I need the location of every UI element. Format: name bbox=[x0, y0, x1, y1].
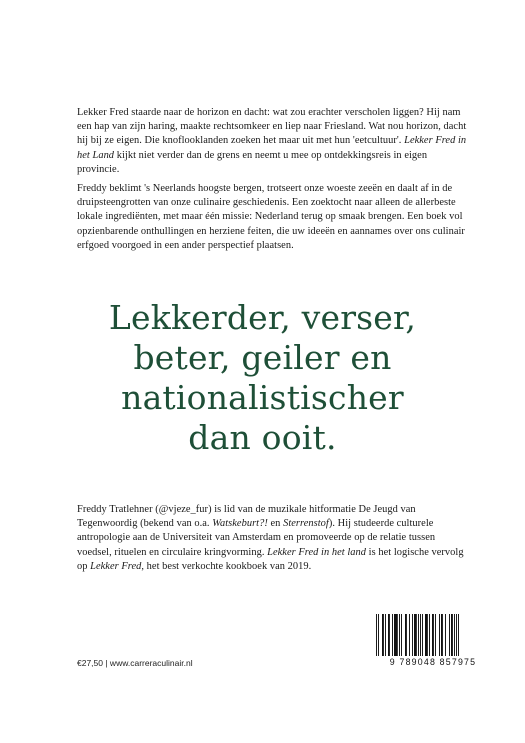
barcode-bar bbox=[388, 614, 390, 656]
barcode-bar bbox=[418, 614, 419, 656]
intro-text: Lekker Fred staarde naar de horizon en dacht: wat zou erachter verscholen liggen? Hij nam een hap van zijn haring, maakte rechtsomkeer en liep naar Friesland. Wat nou horizon, dacht hij bij ze eigen. Die knoflooklanden zoeken het maar uit met hun 'eetcultuur'. bbox=[77, 107, 467, 147]
barcode-bar bbox=[432, 614, 434, 656]
barcode-bar bbox=[456, 614, 457, 656]
barcode-bar bbox=[376, 614, 377, 656]
bio-italic: Lekker Fred bbox=[90, 560, 142, 572]
barcode-bar bbox=[435, 614, 436, 656]
pull-quote bbox=[70, 298, 455, 458]
barcode-bar bbox=[409, 614, 410, 656]
barcode-bar bbox=[420, 614, 421, 656]
bio-italic: Sterrenstof bbox=[283, 518, 329, 530]
quote-line: nationalistischer bbox=[121, 378, 404, 417]
barcode-bar bbox=[399, 614, 400, 656]
barcode-bar bbox=[422, 614, 423, 656]
bio-italic: Lekker Fred in het land bbox=[267, 546, 367, 558]
barcode-bar bbox=[385, 614, 386, 656]
barcode-bar bbox=[382, 614, 384, 656]
barcode-bar bbox=[425, 614, 428, 656]
bio-text: is het logische vervolg op bbox=[77, 546, 464, 572]
barcode-bar bbox=[451, 614, 453, 656]
quote-line: Lekkerder, verser, bbox=[108, 298, 417, 337]
barcode-bar bbox=[392, 614, 393, 656]
bio-italic: Watskeburt?! bbox=[212, 518, 268, 530]
author-bio bbox=[77, 503, 467, 574]
barcode-bars bbox=[376, 614, 490, 656]
barcode-bar bbox=[445, 614, 446, 656]
barcode-bar bbox=[401, 614, 402, 656]
barcode-bar bbox=[378, 614, 379, 656]
intro-paragraph-2: Freddy beklimt 's Neerlands hoogste bergen, trotseert onze woeste zeeën en daalt af in de druipsteengrotten van onze culinaire geschiedenis. Een zoektocht naar alleen de allerbeste lokale ingrediënten, met maar één missie: Nederland terug op smaak brengen. Een boek vol opzienbarende onthullingen en herziene feiten, die uw ideeën en aannames over ons culinair erfgoed voorgoed in een ander perspectief plaatsen. bbox=[77, 183, 465, 251]
quote-line: dan ooit. bbox=[188, 418, 337, 457]
book-title-italic: Lekker Fred in het Land bbox=[77, 135, 467, 161]
bio-text: ). Hij studeerde culturele antropologie aan de Universiteit van Amsterdam en promoveerde op de relatie tussen voedsel, rituelen en circulaire kringvorming. bbox=[77, 518, 436, 558]
isbn-number: 9 789048 857975 bbox=[389, 657, 477, 667]
author-name: Freddy Tratlehner bbox=[77, 504, 153, 515]
barcode-bar bbox=[414, 614, 417, 656]
barcode-bar bbox=[449, 614, 450, 656]
intro-paragraph-1 bbox=[77, 106, 467, 177]
quote-line: beter, geiler en bbox=[133, 338, 392, 377]
isbn-barcode bbox=[372, 612, 494, 670]
barcode-bar bbox=[441, 614, 443, 656]
intro-text: kijkt niet verder dan de grens en neemt u mee op ontdekkingsreis in eigen provincie. bbox=[77, 149, 428, 175]
barcode-bar bbox=[454, 614, 455, 656]
bio-text: en bbox=[267, 518, 284, 530]
bio-text: , het best verkochte kookboek van 2019. bbox=[141, 560, 312, 572]
barcode-bar bbox=[412, 614, 413, 656]
price-and-url: €27,50 | www.carreraculinair.nl bbox=[77, 658, 193, 668]
barcode-bar bbox=[458, 614, 459, 656]
barcode-bar bbox=[394, 614, 398, 656]
barcode-bar bbox=[405, 614, 407, 656]
barcode-bar bbox=[439, 614, 440, 656]
bio-text: (@vjeze_fur) is lid van de muzikale hitformatie De Jeugd van Tegenwoordig (bekend van o.a. bbox=[77, 504, 416, 530]
barcode-bar bbox=[429, 614, 430, 656]
